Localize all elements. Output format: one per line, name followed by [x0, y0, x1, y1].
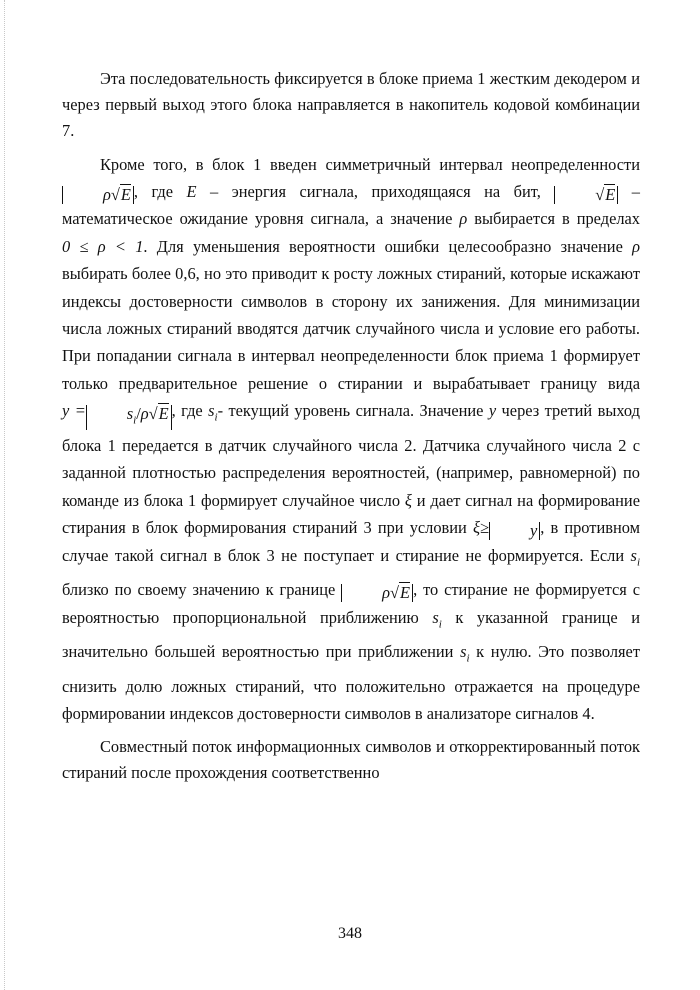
formula-xi-condition: ξ≥ y: [473, 518, 540, 537]
formula-uncertainty-interval: ρ√E: [62, 182, 134, 201]
symbol-rho: ρ: [632, 236, 640, 256]
p2-text-10: через третий выход блока 1 передается в датчик случайного числа 2. Датчика случайного числа 2 с заданной плотностью распределения вероятностей, (например, равномерной) по команде из блока 1 формирует случайное число: [62, 401, 640, 510]
p2-text-9: - текущий уровень сигнала. Значение: [217, 401, 489, 421]
symbol-xi: ξ: [404, 490, 412, 510]
p2-text-2: , где: [133, 182, 187, 202]
p2-text-5: выбирается в пределах: [467, 209, 641, 229]
p2-text-1: Кроме того, в блок 1 введен симметричный интервал неопределенности: [100, 154, 640, 174]
formula-sqrt-E: √E: [554, 182, 618, 201]
p2-text-14: , то стирание не формируется с вероятностью пропорциональной приближению: [62, 580, 640, 627]
p2-text-6: . Для уменьшения вероятности ошибки целесообразно значение: [143, 236, 633, 256]
symbol-y: y: [488, 401, 497, 421]
p2-text-12: , в противном случае такой сигнал в блок 3 не поступает и стирание не формируется. Если: [62, 518, 640, 565]
p2-text-7: выбирать более 0,6, но это приводит к росту ложных стираний, которые искажают индексы достоверности символов в сторону их занижения. Для минимизации числа ложных стираний вводятся датчик случайного числа и условие его работы. При попадании сигнала в интервал неопределенности блок приема 1 формирует только предварительное решение о стирании и вырабатывает границу вида: [62, 264, 640, 393]
page-edge-divider: [4, 0, 5, 990]
p2-text-3: – энергия сигнала, приходящаяся на бит,: [196, 182, 555, 202]
page-number: 348: [338, 925, 362, 942]
p2-text-16: к нулю. Это позволяет снизить долю ложных стираний, что положительно отражается на процедуре формировании индексов достоверности символов в анализаторе сигналов 4.: [62, 642, 640, 724]
body-text: [62, 66, 640, 792]
paragraph-1: Эта последовательность фиксируется в блоке приема 1 жестким декодером и через первый выход этого блока направляется в накопитель кодовой комбинации 7.: [62, 69, 640, 141]
symbol-s-i: $s_i$: [208, 401, 218, 424]
symbol-E: E: [186, 182, 197, 202]
formula-boundary: $y = s_i/\rho√E$: [62, 401, 172, 420]
symbol-rho: ρ: [459, 209, 468, 229]
p2-text-4: – математическое ожидание уровня сигнала, а значение: [62, 182, 640, 229]
p2-text-15: к указанной границе и значительно большей вероятностью при приближении: [62, 607, 640, 662]
symbol-s-i: $s_i$: [630, 545, 640, 568]
paragraph-3: Совместный поток информационных символов и откорректированный поток стираний после прохождения соответственно: [62, 736, 640, 783]
p2-text-11: и дает сигнал на формирование стирания в блок формирования стираний 3 при условии: [62, 490, 640, 538]
p2-text-13: близко по своему значению к границе: [62, 580, 342, 600]
formula-rho-range: 0 ≤ ρ < 1: [62, 236, 144, 256]
p2-text-8: , где: [171, 401, 209, 421]
symbol-s-i: $s_i$: [460, 642, 470, 665]
symbol-s-i: $s_i$: [432, 607, 442, 630]
formula-boundary-rho-sqrt-E: ρ√E: [341, 580, 413, 599]
paragraph-2: [62, 151, 640, 728]
